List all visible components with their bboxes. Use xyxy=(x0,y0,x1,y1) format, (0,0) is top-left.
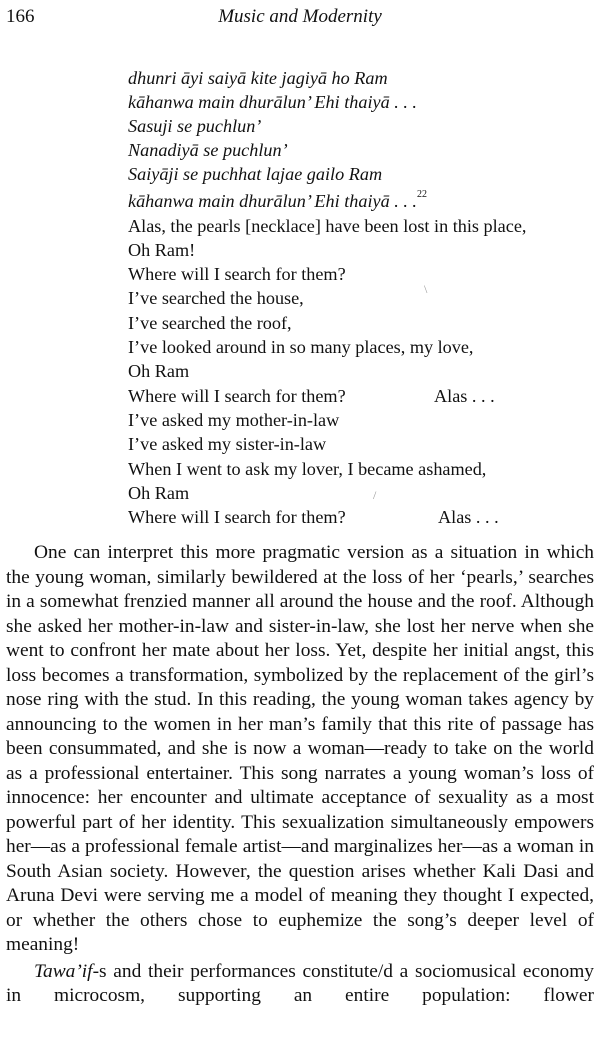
page-header xyxy=(6,6,594,32)
running-title: Music and Modernity xyxy=(218,6,382,27)
body-paragraph: Tawa’if-s and their performances constitute/d a sociomusical economy in microcosm, supporting an entire population: flower xyxy=(6,960,594,1006)
italic-term: Tawa’if xyxy=(34,960,93,982)
refrain-marker: Alas . . . xyxy=(438,507,499,528)
song-original-line: Nanadiyā se puchlun’ xyxy=(128,140,288,161)
song-translation-line: I’ve asked my sister-in-law xyxy=(128,434,327,455)
song-original-line: dhunri āyi saiyā kite jagiyā ho Ram xyxy=(128,68,388,88)
scan-speck: / xyxy=(373,488,377,502)
scan-speck: \ xyxy=(424,282,428,296)
song-block xyxy=(128,66,598,529)
song-original-line: kāhanwa main dhurālun’ Ehi thaiyā . . . xyxy=(128,92,417,113)
song-translation-line: Alas, the pearls [necklace] have been lost in this place, xyxy=(128,215,527,236)
song-translation-line: When I went to ask my lover, I became ashamed, xyxy=(128,458,487,479)
refrain-marker: Alas . . . xyxy=(434,385,495,406)
footnote-marker[interactable]: 22 xyxy=(416,189,427,201)
page-number: 166 xyxy=(6,6,35,27)
song-translation-line: Where will I search for them? Alas . . . xyxy=(128,505,598,529)
song-translation-line: Oh Ram! xyxy=(128,239,196,260)
song-original-line: Sasuji se puchlun’ xyxy=(128,116,262,137)
song-translation-stanza xyxy=(128,214,598,530)
song-original-stanza xyxy=(128,66,598,211)
song-translation-line: I’ve asked my mother-in-law xyxy=(128,409,340,430)
song-translation-line: Where will I search for them? Alas . . . xyxy=(128,384,598,408)
song-translation-line: Oh Ram xyxy=(128,482,190,503)
body-text xyxy=(6,541,594,1009)
song-translation-line: I’ve searched the house, xyxy=(128,288,304,309)
song-original-line: kāhanwa main dhurālun’ Ehi thaiyā . . .$^{22}$ xyxy=(128,189,427,212)
song-translation-line: I’ve searched the roof, xyxy=(128,312,292,333)
song-translation-line: Oh Ram xyxy=(128,361,190,382)
body-paragraph: One can interpret this more pragmatic version as a situation in which the young woman, similarly bewildered at the loss of her ‘pearls,’ searches in a somewhat frenzied manner all around the house and the roof. Although she asked her mother-in-law and sister-in-law, she lost her nerve when she went to confront her mate about her loss. Yet, despite her initial angst, this loss becomes a transformation, symbolized by the replacement of the girl’s nose ring with the stud. In this reading, the young woman takes agency by announcing to the women in her man’s family that this rite of passage has been consummated, and she is now a woman—ready to take on the world as a professional entertainer. This song narrates a young woman’s loss of innocence: her encounter and ultimate acceptance of sexuality as a most powerful part of her identity. This sexualization simultaneously empowers her—as a professional female artist—and marginalizes her—as a woman in South Asian society. However, the question arises whether Kali Dasi and Aruna Devi were serving me a model of meaning they thought I expected, or whether the others chose to euphemize the song’s deeper level of meaning! xyxy=(6,542,594,955)
song-original-line: Saiyāji se puchhat lajae gailo Ram xyxy=(128,164,383,185)
song-translation-line: I’ve looked around in so many places, my love, xyxy=(128,337,474,358)
song-translation-line: Where will I search for them? xyxy=(128,264,346,285)
